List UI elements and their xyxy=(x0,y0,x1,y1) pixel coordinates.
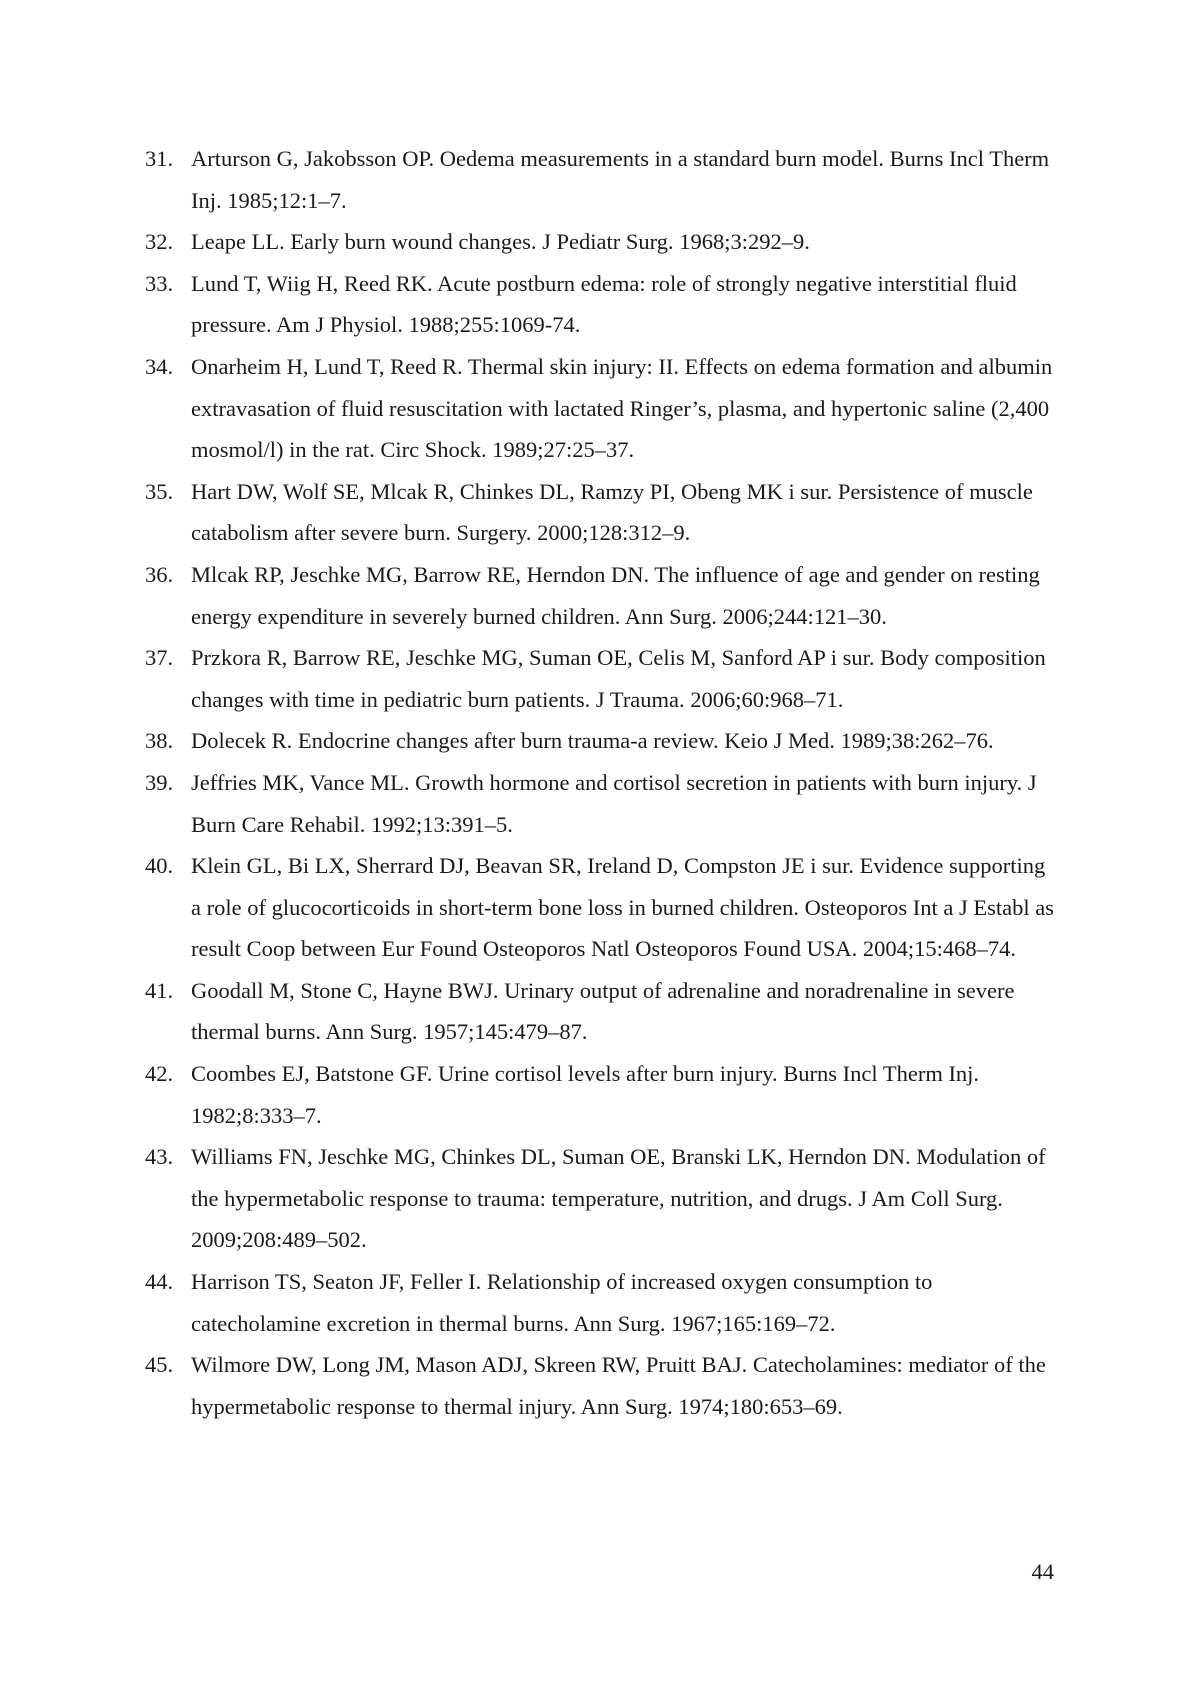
reference-item xyxy=(145,554,1055,637)
reference-item xyxy=(145,1053,1055,1136)
reference-number: 37. xyxy=(145,645,174,671)
reference-item xyxy=(145,221,1055,263)
reference-text: Williams FN, Jeschke MG, Chinkes DL, Suman OE, Branski LK, Herndon DN. Modulation of the hypermetabolic response to trauma: temperature, nutrition, and drugs. J Am Coll Surg. 2009;208:489–502. xyxy=(191,1144,1046,1253)
reference-text: Dolecek R. Endocrine changes after burn trauma-a review. Keio J Med. 1989;38:262–76. xyxy=(191,728,994,754)
reference-text: Klein GL, Bi LX, Sherrard DJ, Beavan SR, Ireland D, Compston JE i sur. Evidence supporting a role of glucocorticoids in short-term bone loss in burned children. Osteoporos Int a J Establ as result Coop between Eur Found Osteoporos Natl Osteoporos Found USA. 2004;15:468–74. xyxy=(191,853,1054,962)
reference-number: 32. xyxy=(145,229,174,255)
reference-number: 42. xyxy=(145,1061,174,1087)
reference-item xyxy=(145,346,1055,471)
reference-item xyxy=(145,1136,1055,1261)
reference-text: Arturson G, Jakobsson OP. Oedema measurements in a standard burn model. Burns Incl Therm Inj. 1985;12:1–7. xyxy=(191,146,1050,213)
reference-item xyxy=(145,471,1055,554)
reference-text: Leape LL. Early burn wound changes. J Pediatr Surg. 1968;3:292–9. xyxy=(191,229,810,255)
reference-number: 35. xyxy=(145,478,174,504)
reference-number: 41. xyxy=(145,977,174,1003)
reference-number: 36. xyxy=(145,561,174,587)
reference-number: 40. xyxy=(145,853,174,879)
reference-item xyxy=(145,138,1055,221)
page-number: 44 xyxy=(1031,1559,1054,1584)
reference-text: Onarheim H, Lund T, Reed R. Thermal skin injury: II. Effects on edema formation and albumin extravasation of fluid resuscitation with lactated Ringer’s, plasma, and hypertonic saline (2,400 mosmol/l) in the rat. Circ Shock. 1989;27:25–37. xyxy=(191,353,1053,463)
reference-number: 39. xyxy=(145,769,174,795)
reference-text: Mlcak RP, Jeschke MG, Barrow RE, Herndon DN. The influence of age and gender on resting energy expenditure in severely burned children. Ann Surg. 2006;244:121–30. xyxy=(191,561,1040,629)
reference-number: 33. xyxy=(145,270,174,296)
reference-number: 31. xyxy=(145,146,174,171)
reference-number: 34. xyxy=(145,353,174,379)
reference-item xyxy=(145,845,1055,970)
reference-number: 45. xyxy=(145,1352,174,1378)
reference-text: Jeffries MK, Vance ML. Growth hormone and cortisol secretion in patients with burn injury. J Burn Care Rehabil. 1992;13:391–5. xyxy=(191,769,1037,837)
reference-list xyxy=(145,138,1055,1427)
reference-item xyxy=(145,1261,1055,1344)
reference-text: Przkora R, Barrow RE, Jeschke MG, Suman OE, Celis M, Sanford AP i sur. Body composition changes with time in pediatric burn patients. J Trauma. 2006;60:968–71. xyxy=(191,645,1046,712)
reference-item xyxy=(145,762,1055,845)
reference-number: 38. xyxy=(145,728,174,754)
reference-text: Wilmore DW, Long JM, Mason ADJ, Skreen RW, Pruitt BAJ. Catecholamines: mediator of the hypermetabolic response to thermal injury. Ann Surg. 1974;180:653–69. xyxy=(191,1352,1046,1419)
reference-item xyxy=(145,1344,1055,1427)
reference-text: Goodall M, Stone C, Hayne BWJ. Urinary output of adrenaline and noradrenaline in severe thermal burns. Ann Surg. 1957;145:479–87. xyxy=(191,977,1015,1045)
reference-text: Coombes EJ, Batstone GF. Urine cortisol levels after burn injury. Burns Incl Therm Inj. 1982;8:333–7. xyxy=(191,1061,980,1128)
reference-number: 43. xyxy=(145,1144,174,1170)
reference-item xyxy=(145,637,1055,720)
reference-text: Harrison TS, Seaton JF, Feller I. Relationship of increased oxygen consumption to catecholamine excretion in thermal burns. Ann Surg. 1967;165:169–72. xyxy=(191,1269,933,1336)
reference-item xyxy=(145,263,1055,346)
reference-item xyxy=(145,970,1055,1053)
reference-text: Hart DW, Wolf SE, Mlcak R, Chinkes DL, Ramzy PI, Obeng MK i sur. Persistence of muscle catabolism after severe burn. Surgery. 2000;128:312–9. xyxy=(191,478,1033,546)
reference-number: 44. xyxy=(145,1269,174,1295)
reference-item xyxy=(145,720,1055,762)
reference-text: Lund T, Wiig H, Reed RK. Acute postburn edema: role of strongly negative interstitial fluid pressure. Am J Physiol. 1988;255:1069-74. xyxy=(191,270,1017,338)
